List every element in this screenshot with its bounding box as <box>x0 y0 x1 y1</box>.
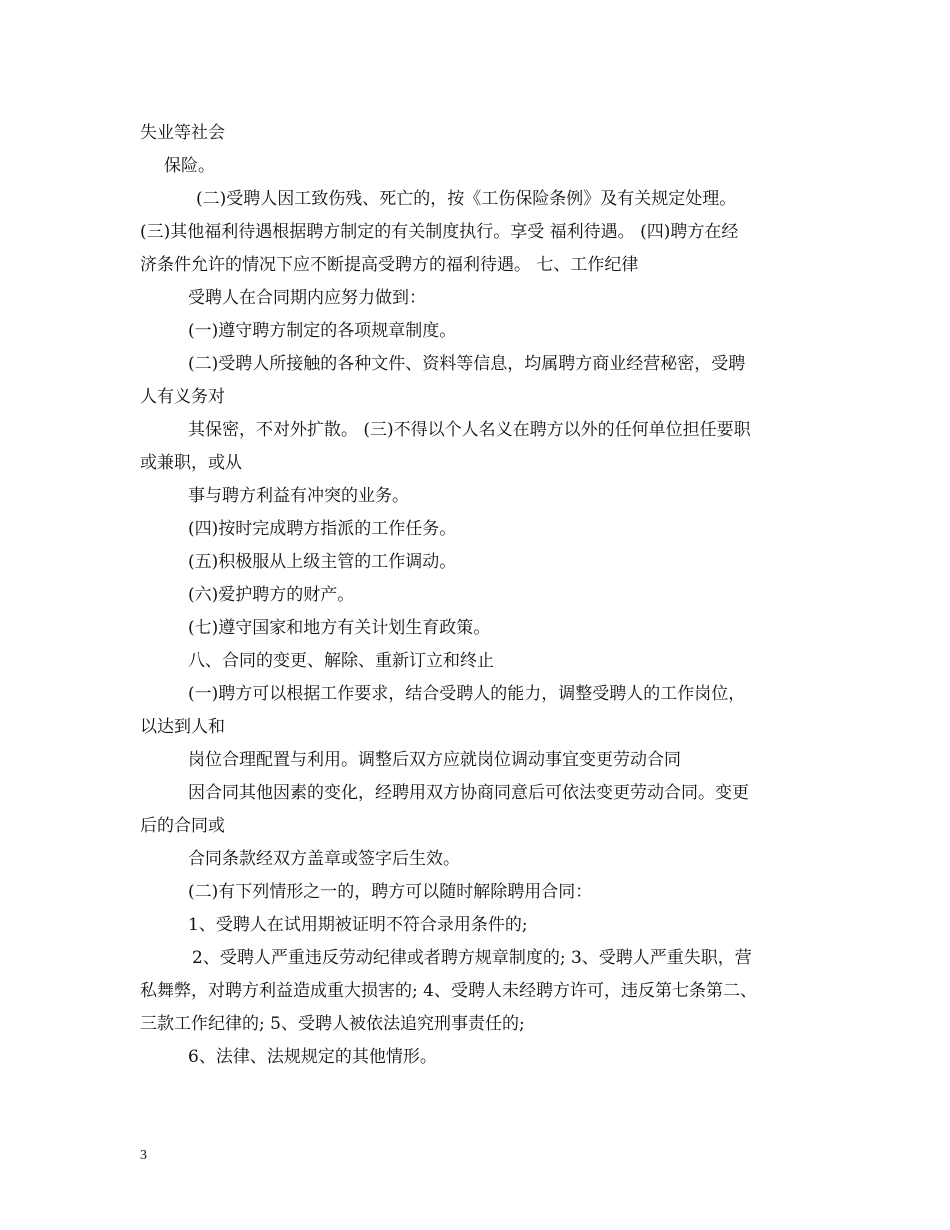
text-line: 其保密，不对外扩散。 (三)不得以个人名义在聘方以外的任何单位担任要职 <box>188 420 751 440</box>
page-number: 3 <box>140 1148 147 1163</box>
text-line: 后的合同或 <box>140 816 225 836</box>
text-line: 失业等社会 <box>140 123 225 143</box>
text-line: (四)按时完成聘方指派的工作任务。 <box>188 519 457 539</box>
text-line: (三)其他福利待遇根据聘方制定的有关制度执行。享受 福利待遇。 (四)聘方在经 <box>140 222 739 242</box>
text-line: 三款工作纪律的; 5、受聘人被依法追究刑事责任的; <box>140 1014 525 1034</box>
text-line: (六)爱护聘方的财产。 <box>188 585 355 605</box>
text-line: 2、受聘人严重违反劳动纪律或者聘方规章制度的; 3、受聘人严重失职，营 <box>192 948 752 968</box>
text-line: (二)受聘人因工致伤残、死亡的，按《工伤保险条例》及有关规定处理。 <box>196 189 737 209</box>
text-line: 岗位合理配置与利用。调整后双方应就岗位调动事宜变更劳动合同 <box>188 750 681 770</box>
text-line: 6、法律、法规规定的其他情形。 <box>188 1047 437 1067</box>
text-line: (五)积极服从上级主管的工作调动。 <box>188 552 457 572</box>
text-line: 受聘人在合同期内应努力做到： <box>188 288 426 308</box>
text-line: 因合同其他因素的变化，经聘用双方协商同意后可依法变更劳动合同。变更 <box>188 783 749 803</box>
text-line: 保险。 <box>164 156 215 176</box>
text-line: 或兼职，或从 <box>140 453 242 473</box>
text-line: (一)聘方可以根据工作要求，结合受聘人的能力，调整受聘人的工作岗位， <box>188 684 746 704</box>
text-line: (二)有下列情形之一的，聘方可以随时解除聘用合同： <box>188 882 593 902</box>
text-line: 1、受聘人在试用期被证明不符合录用条件的; <box>188 915 528 935</box>
text-line: (一)遵守聘方制定的各项规章制度。 <box>188 321 457 341</box>
text-line: 合同条款经双方盖章或签字后生效。 <box>188 849 460 869</box>
text-line: 私舞弊，对聘方利益造成重大损害的; 4、受聘人未经聘方许可，违反第七条第二、 <box>140 981 757 1001</box>
section-heading: 八、合同的变更、解除、重新订立和终止 <box>188 651 494 671</box>
text-line: 以达到人和 <box>140 717 225 737</box>
text-line: (七)遵守国家和地方有关计划生育政策。 <box>188 618 491 638</box>
text-line: 事与聘方利益有冲突的业务。 <box>188 486 409 506</box>
text-line: 济条件允许的情况下应不断提高受聘方的福利待遇。 七、工作纪律 <box>140 255 639 275</box>
text-line: 人有义务对 <box>140 387 225 407</box>
text-line: (二)受聘人所接触的各种文件、资料等信息，均属聘方商业经营秘密，受聘 <box>188 354 746 374</box>
document-body <box>140 117 830 1074</box>
